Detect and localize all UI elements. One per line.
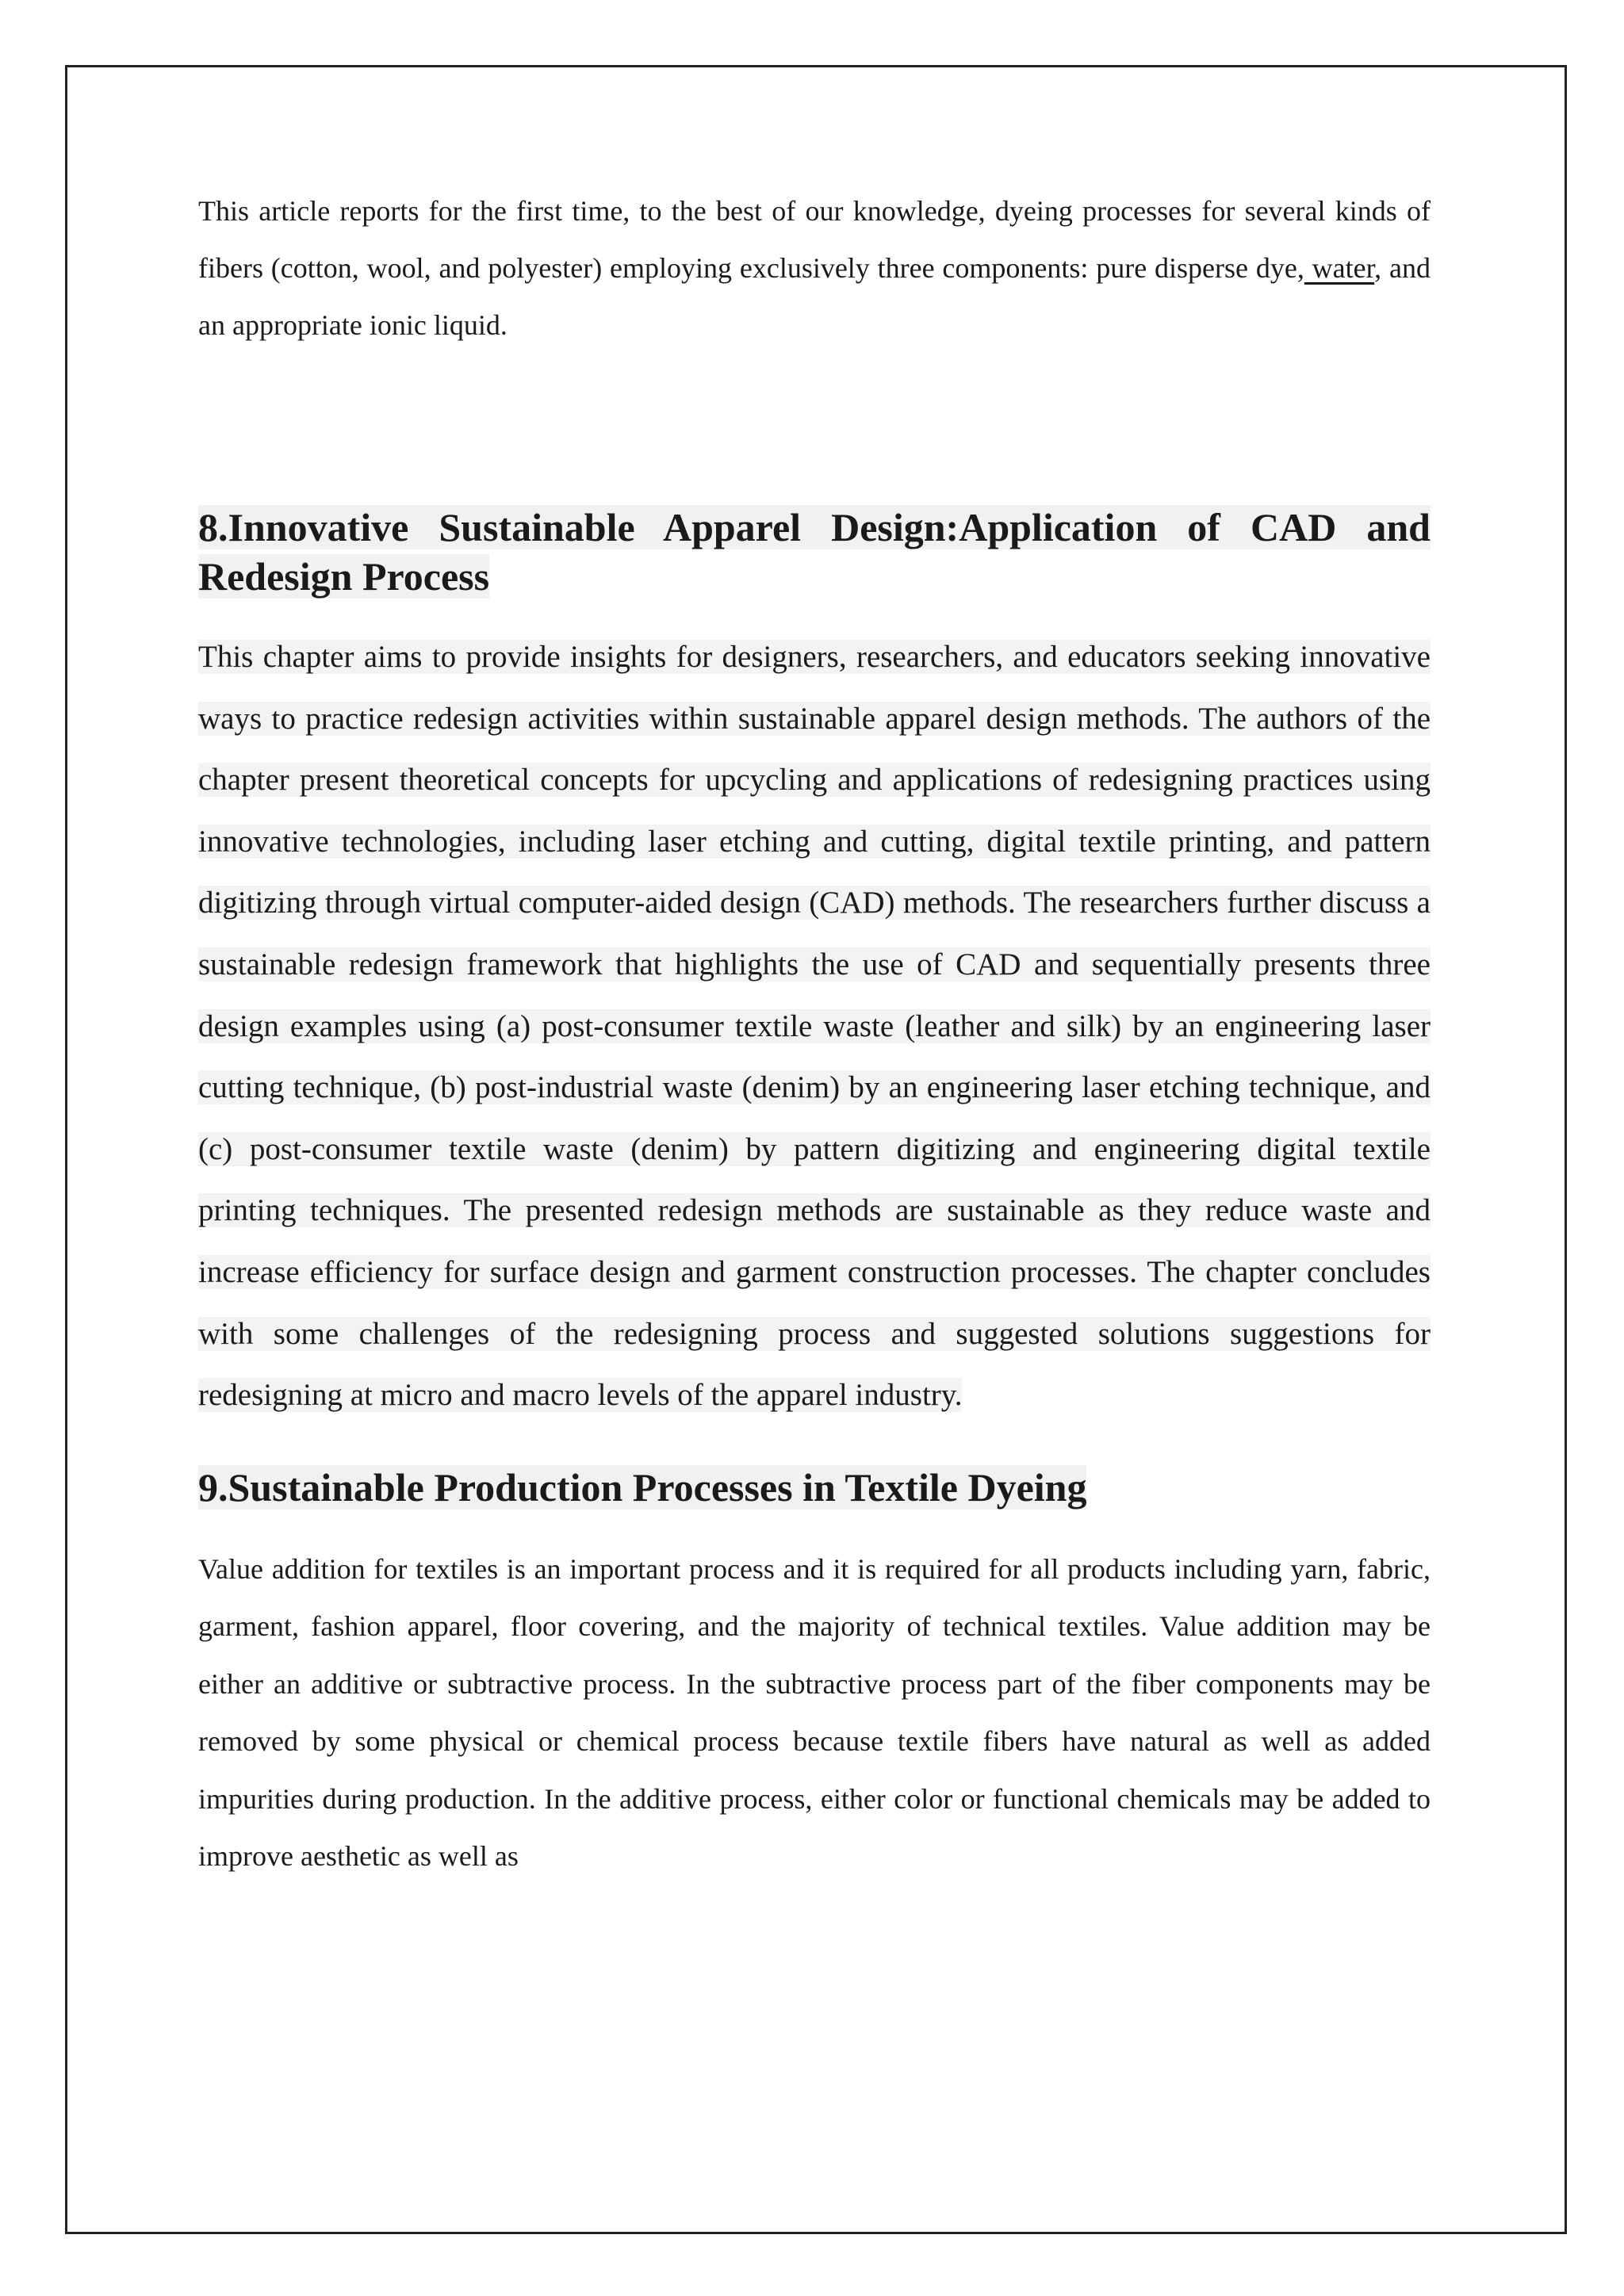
section-9-heading bbox=[198, 1463, 1431, 1512]
intro-underlined-word: water bbox=[1304, 252, 1375, 284]
document-body bbox=[198, 182, 1431, 1885]
intro-text-start: This article reports for the first time, to the best of our knowledge, dyeing processes for several kinds of fibers (cotton, wool, and polyester) employing exclusively three components: pure disperse dye, bbox=[198, 195, 1431, 284]
section-9-paragraph: Value addition for textiles is an important process and it is required for all products including yarn, fabric, garment, fashion apparel, floor covering, and the majority of technical textiles. Value addition may be either an additive or subtractive process. In the subtractive process part of the fiber components may be removed by some physical or chemical process because textile fibers have natural as well as added impurities during production. In the additive process, either color or functional chemicals may be added to improve aesthetic as well as bbox=[198, 1552, 1431, 1873]
section-8-paragraph bbox=[198, 626, 1431, 1426]
section-8-heading bbox=[198, 503, 1431, 601]
section-8-heading-text: 8.Innovative Sustainable Apparel Design:Application of CAD and Redesign Process bbox=[198, 505, 1431, 599]
intro-paragraph bbox=[198, 182, 1431, 354]
intro-text-end: , and an appropriate ionic liquid. bbox=[198, 252, 1431, 341]
section-8-paragraph-text: This chapter aims to provide insights for designers, researchers, and educators seeking innovative ways to practice redesign activities within sustainable apparel design methods. The authors of the chapter present theoretical concepts for upcycling and applications of redesigning practices using innovative technologies, including laser etching and cutting, digital textile printing, and pattern digitizing through virtual computer-aided design (CAD) methods. The researchers further discuss a sustainable redesign framework that highlights the use of CAD and sequentially presents three design examples using (a) post-consumer textile waste (leather and silk) by an engineering laser cutting technique, (b) post-industrial waste (denim) by an engineering laser etching technique, and (c) post-consumer textile waste (denim) by pattern digitizing and engineering digital textile printing techniques. The presented redesign methods are sustainable as they reduce waste and increase efficiency for surface design and garment construction processes. The chapter concludes with some challenges of the redesigning process and suggested solutions suggestions for redesigning at micro and macro levels of the apparel industry. bbox=[198, 640, 1431, 1413]
section-9-heading-text: 9.Sustainable Production Processes in Textile Dyeing bbox=[198, 1464, 1087, 1510]
